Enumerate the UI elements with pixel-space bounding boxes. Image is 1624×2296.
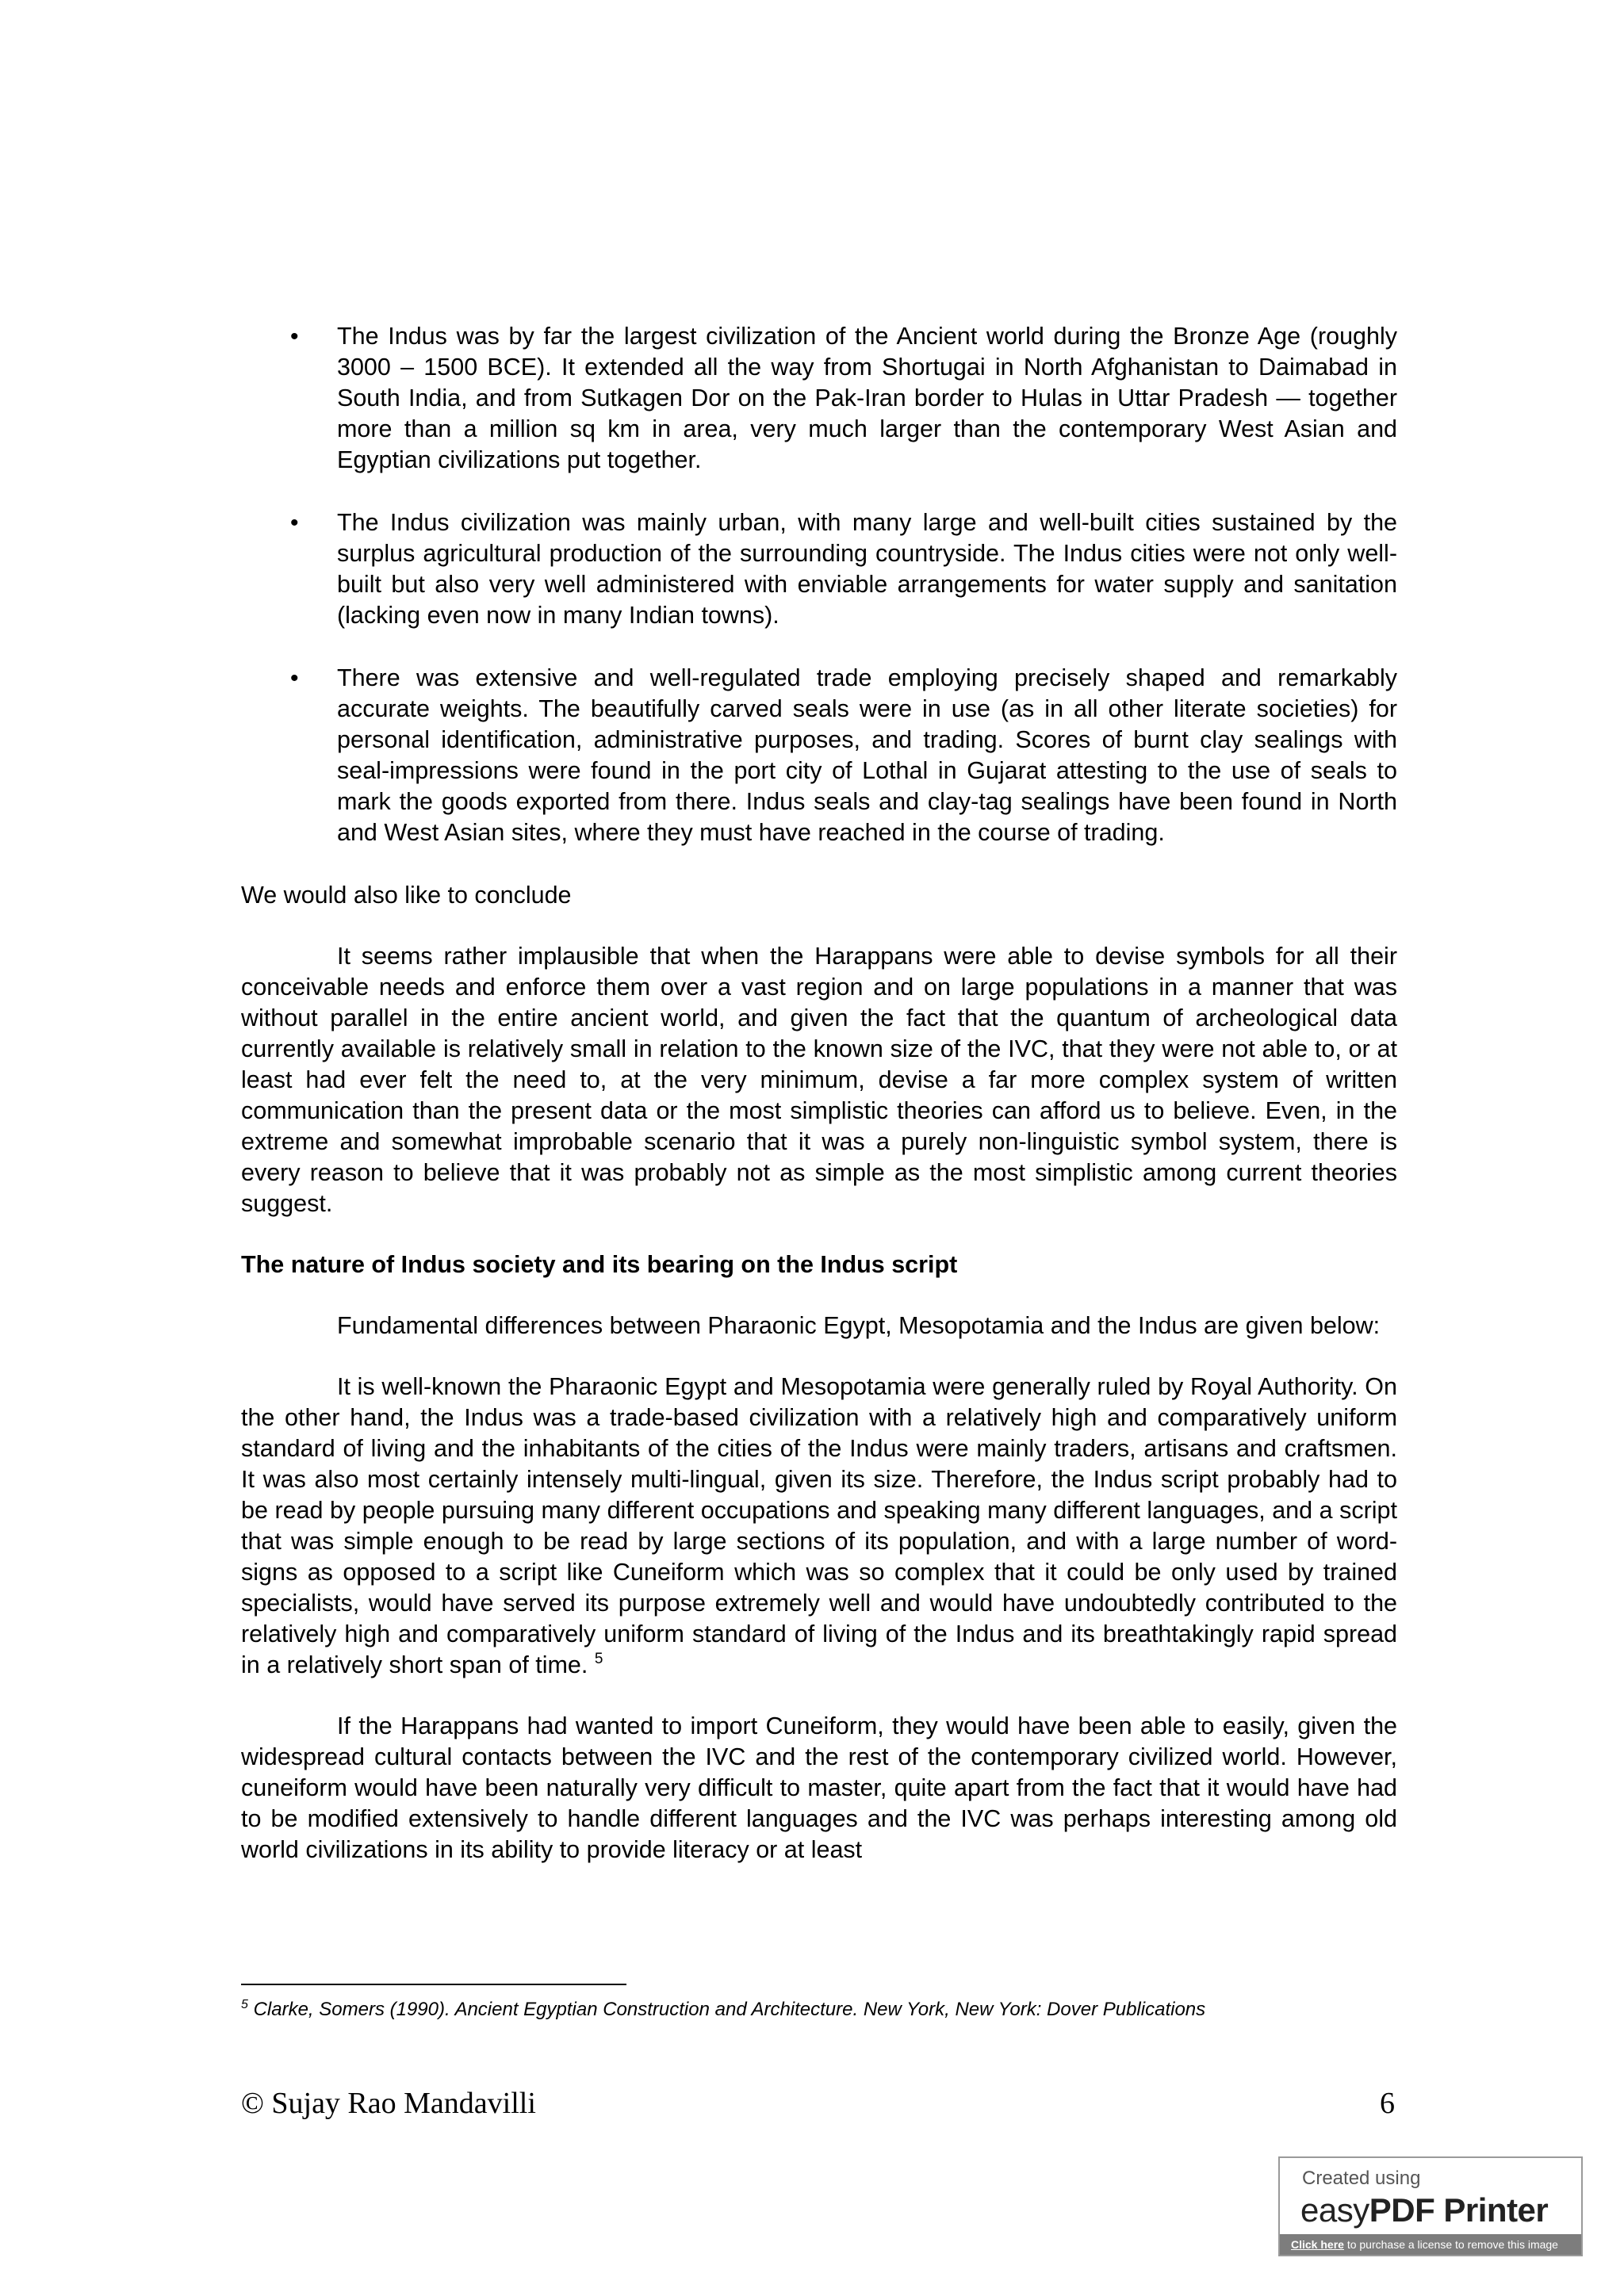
- bullet-symbol: •: [290, 510, 299, 536]
- authority-text: It is well-known the Pharaonic Egypt and Mesopotamia were generally ruled by Royal Authority. On the other hand, the Indus was a trade-based civilization with a relatively high and comparatively uniform standard of living and the inhabitants of the cities of the Indus were mainly traders, artisans and craftsmen. It was also most certainly intensely multi-lingual, given its size. Therefore, the Indus script probably had to be read by people pursuing many different occupations and speaking many different languages, and a script that was simple enough to be read by large sections of its population, and with a large number of word-signs as opposed to a script like Cuneiform which was so complex that it could be only used by trained specialists, would have served its purpose extremely well and would have undoubtedly contributed to the relatively high and comparatively uniform standard of living of the Indus and its breathtakingly rapid spread in a relatively short span of time.: [241, 1373, 1397, 1678]
- conclusion-paragraph: It seems rather implausible that when the Harappans were able to devise symbols for all their conceivable needs and enforce them over a vast region and on large populations in a manner that was without parallel in the entire ancient world, and given the fact that the quantum of archeological data currently available is relatively small in relation to the known size of the IVC, that they were not able to, or at least had ever felt the need to, at the very minimum, devise a far more complex system of written communication than the present data or the most simplistic theories can afford us to believe. Even, in the extreme and somewhat improbable scenario that it was a purely non-linguistic symbol system, there is every reason to believe that it was probably not as simple as the most simplistic among current theories suggest.: [241, 943, 1397, 1217]
- watermark-click-here-link[interactable]: Click here: [1291, 2238, 1344, 2251]
- bullet-symbol: •: [290, 323, 299, 350]
- footer-copyright: © Sujay Rao Mandavilli: [241, 2087, 536, 2120]
- conclude-line: We would also like to conclude: [241, 882, 572, 909]
- easypdf-watermark[interactable]: [1278, 2156, 1583, 2256]
- bullet-text: There was extensive and well-regulated trade employing precisely shaped and remarkably accurate weights. The beautifully carved seals were in use (as in all other literate societies) for personal identification, administrative purposes, and trading. Scores of burnt clay sealings with seal-impressions were found in the port city of Lothal in Gujarat attesting to the use of seals to mark the goods exported from there. Indus seals and clay-tag sealings have been found in North and West Asian sites, where they must have reached in the course of trading.: [337, 664, 1397, 846]
- watermark-brand: [1300, 2191, 1548, 2229]
- bullet-item: [241, 321, 1397, 476]
- watermark-bar-text: to purchase a license to remove this image: [1343, 2238, 1558, 2251]
- bullet-item: [241, 507, 1397, 631]
- bullet-symbol: •: [290, 665, 299, 691]
- bullet-text: The Indus was by far the largest civilization of the Ancient world during the Bronze Age (roughly 3000 – 1500 BCE). It extended all the way from Shortugai in North Afghanistan to Daimabad in South India, and from Sutkagen Dor on the Pak-Iran border to Hulas in Uttar Pradesh — together more than a million sq km in area, very much larger than the contemporary West Asian and Egyptian civilizations put together.: [337, 323, 1397, 473]
- body-text: [241, 321, 1397, 1896]
- cuneiform-paragraph: If the Harappans had wanted to import Cuneiform, they would have been able to easily, given the widespread cultural contacts between the IVC and the rest of the contemporary civilized world. However, cuneiform would have been naturally very difficult to master, quite apart from the fact that it would have had to be modified extensively to handle different languages and the IVC was perhaps interesting among old world civilizations in its ability to provide literacy or at least: [241, 1712, 1397, 1863]
- watermark-brand-light: easy: [1300, 2191, 1369, 2229]
- bullet-item: [241, 663, 1397, 848]
- footnote-number: 5: [241, 1998, 248, 2011]
- differences-paragraph: Fundamental differences between Pharaonic Egypt, Mesopotamia and the Indus are given below:: [337, 1312, 1381, 1339]
- watermark-created-using: Created using: [1302, 2168, 1421, 2189]
- footnote: [241, 1998, 1399, 2022]
- footnote-text: Clarke, Somers (1990). Ancient Egyptian Construction and Architecture. New York, New York: Dover Publications: [253, 1999, 1206, 2020]
- watermark-license-bar[interactable]: [1280, 2234, 1581, 2255]
- page-number: 6: [1380, 2087, 1395, 2120]
- authority-paragraph: [241, 1372, 1397, 1681]
- watermark-brand-bold: PDF Printer: [1369, 2191, 1549, 2229]
- footnote-separator: [241, 1984, 626, 1985]
- bullet-list: [241, 321, 1397, 848]
- footnote-reference: 5: [594, 1651, 603, 1667]
- bullet-text: The Indus civilization was mainly urban, with many large and well-built cities sustained by the surplus agricultural production of the surrounding countryside. The Indus cities were not only well-built but also very well administered with enviable arrangements for water supply and sanitation (lacking even now in many Indian towns).: [337, 509, 1397, 629]
- section-heading: The nature of Indus society and its bearing on the Indus script: [241, 1251, 958, 1278]
